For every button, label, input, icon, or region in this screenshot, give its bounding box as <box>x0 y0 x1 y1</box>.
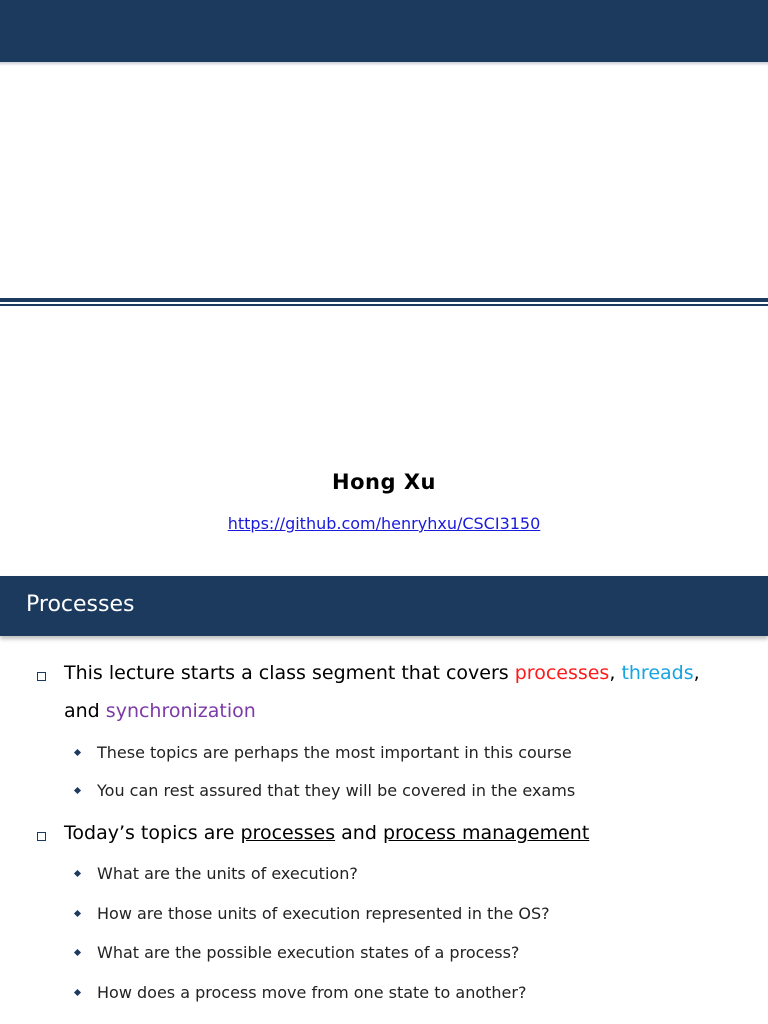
square-bullet-icon <box>36 671 48 683</box>
author-name: Hong Xu <box>332 470 436 494</box>
divider-thick <box>0 298 768 302</box>
keyword-processes: processes <box>514 662 610 684</box>
bullet-text-part: This lecture starts a class segment that covers <box>64 662 515 684</box>
keyword-processes: processes <box>240 822 336 844</box>
diamond-bullet-icon <box>74 749 84 759</box>
square-bullet-icon <box>36 831 48 843</box>
punct: , <box>609 662 616 684</box>
header-bar <box>0 0 768 62</box>
sub-bullet-text: You can rest assured that they will be covered in the exams <box>97 781 576 800</box>
title-bar <box>0 576 768 636</box>
bullet-text <box>64 662 700 684</box>
sub-bullet-text: What are the possible execution states of a process? <box>97 943 520 962</box>
bullet-text-part: Today’s topics are <box>64 822 241 844</box>
sub-bullet-text: What are the units of execution? <box>97 864 358 883</box>
header-shadow <box>0 62 768 66</box>
diamond-bullet-icon <box>74 989 84 999</box>
bullet-text <box>64 822 589 844</box>
sub-bullet-text: How are those units of execution represented in the OS? <box>97 904 550 923</box>
diamond-bullet-icon <box>74 949 84 959</box>
bullet-text-part: and <box>64 700 106 722</box>
sub-bullet-text: These topics are perhaps the most important in this course <box>97 743 572 762</box>
diamond-bullet-icon <box>74 870 84 880</box>
keyword-process-management: process management <box>382 822 590 844</box>
punct: , <box>693 662 700 684</box>
bullet-text-part: and <box>335 822 383 844</box>
keyword-synchronization: synchronization <box>105 700 256 722</box>
slide-title: Processes <box>26 592 135 617</box>
divider-thin <box>0 304 768 306</box>
processes-slide <box>0 576 768 1024</box>
diamond-bullet-icon <box>74 787 84 797</box>
sub-bullet-text: How does a process move from one state to another? <box>97 983 527 1002</box>
bullet-text-cont <box>64 700 256 722</box>
diamond-bullet-icon <box>74 910 84 920</box>
keyword-threads: threads <box>621 662 694 684</box>
github-link[interactable]: https://github.com/henryhxu/CSCI3150 <box>227 514 541 533</box>
